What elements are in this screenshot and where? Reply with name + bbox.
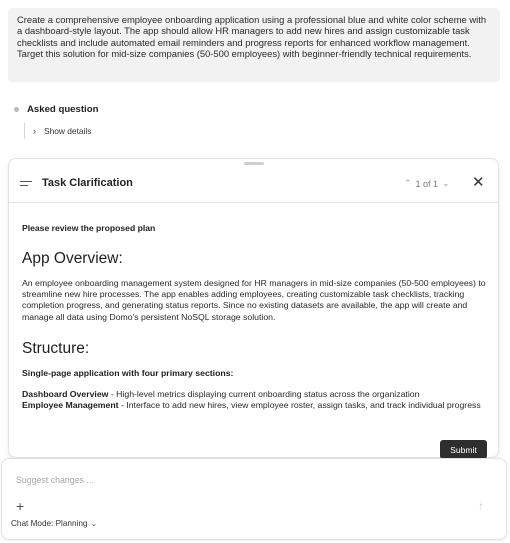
section-desc: - Interface to add new hires, view employee roster, assign tasks, and track individual progress bbox=[118, 400, 481, 411]
asked-question-step bbox=[14, 104, 98, 115]
chevron-up-icon[interactable]: ⌃ bbox=[404, 178, 412, 188]
section-name: Employee Management bbox=[22, 400, 119, 411]
submit-button[interactable]: Submit bbox=[440, 440, 487, 459]
pager-label: 1 of 1 bbox=[415, 178, 439, 189]
show-details-toggle[interactable] bbox=[24, 123, 92, 139]
structure-heading: Structure: bbox=[22, 339, 90, 357]
overview-text: An employee onboarding management system designed for HR managers in mid-size companies (50-500 employees) to streamline new hire processes. The app enables adding employees, creating customizable task checklists, tracking completion progress, and generating status reports. Since no existing datasets are available, the app will create and manage all data using Domo's persistent NoSQL storage solution. bbox=[22, 278, 486, 322]
chat-composer bbox=[1, 458, 507, 540]
chat-mode-selector[interactable] bbox=[11, 519, 97, 528]
section-name: Dashboard Overview bbox=[22, 388, 109, 399]
show-details-label: Show details bbox=[44, 126, 92, 136]
send-arrow-icon[interactable]: ↑ bbox=[478, 499, 484, 513]
user-prompt-message bbox=[8, 8, 500, 82]
chevron-down-icon[interactable]: ⌄ bbox=[442, 178, 450, 188]
step-dot-icon bbox=[14, 107, 19, 112]
review-label: Please review the proposed plan bbox=[22, 223, 156, 233]
panel-header bbox=[9, 167, 498, 203]
plus-icon[interactable]: + bbox=[16, 498, 25, 514]
panel-title: Task Clarification bbox=[42, 177, 133, 189]
chevron-right-icon: › bbox=[33, 126, 36, 136]
plan-content[interactable] bbox=[22, 215, 488, 425]
overview-heading: App Overview: bbox=[22, 250, 123, 267]
chevron-down-icon: ⌄ bbox=[90, 519, 98, 528]
chat-mode-label: Chat Mode: Planning bbox=[11, 519, 88, 528]
section-item bbox=[22, 400, 488, 411]
drag-handle[interactable] bbox=[244, 162, 264, 165]
close-icon[interactable]: ✕ bbox=[472, 174, 485, 191]
section-desc: - High-level metrics displaying current onboarding status across the organization bbox=[108, 388, 420, 399]
prompt-text: Create a comprehensive employee onboarding application using a professional blue and white color scheme with a dashboard-style layout. The app should allow HR managers to add new hires and assign customizable task checklists and include automated email reminders and progress reports for enhanced workflow management. Target this solution for mid-size companies (50-500 employees) with beginner-friendly technical requirements. bbox=[17, 14, 487, 60]
asked-question-label: Asked question bbox=[27, 104, 99, 115]
menu-icon[interactable] bbox=[20, 181, 32, 189]
task-clarification-panel bbox=[8, 158, 499, 458]
structure-subheading: Single-page application with four primary sections: bbox=[22, 367, 234, 378]
pager bbox=[404, 178, 450, 189]
suggest-changes-input[interactable] bbox=[16, 475, 416, 485]
section-item bbox=[22, 389, 488, 400]
